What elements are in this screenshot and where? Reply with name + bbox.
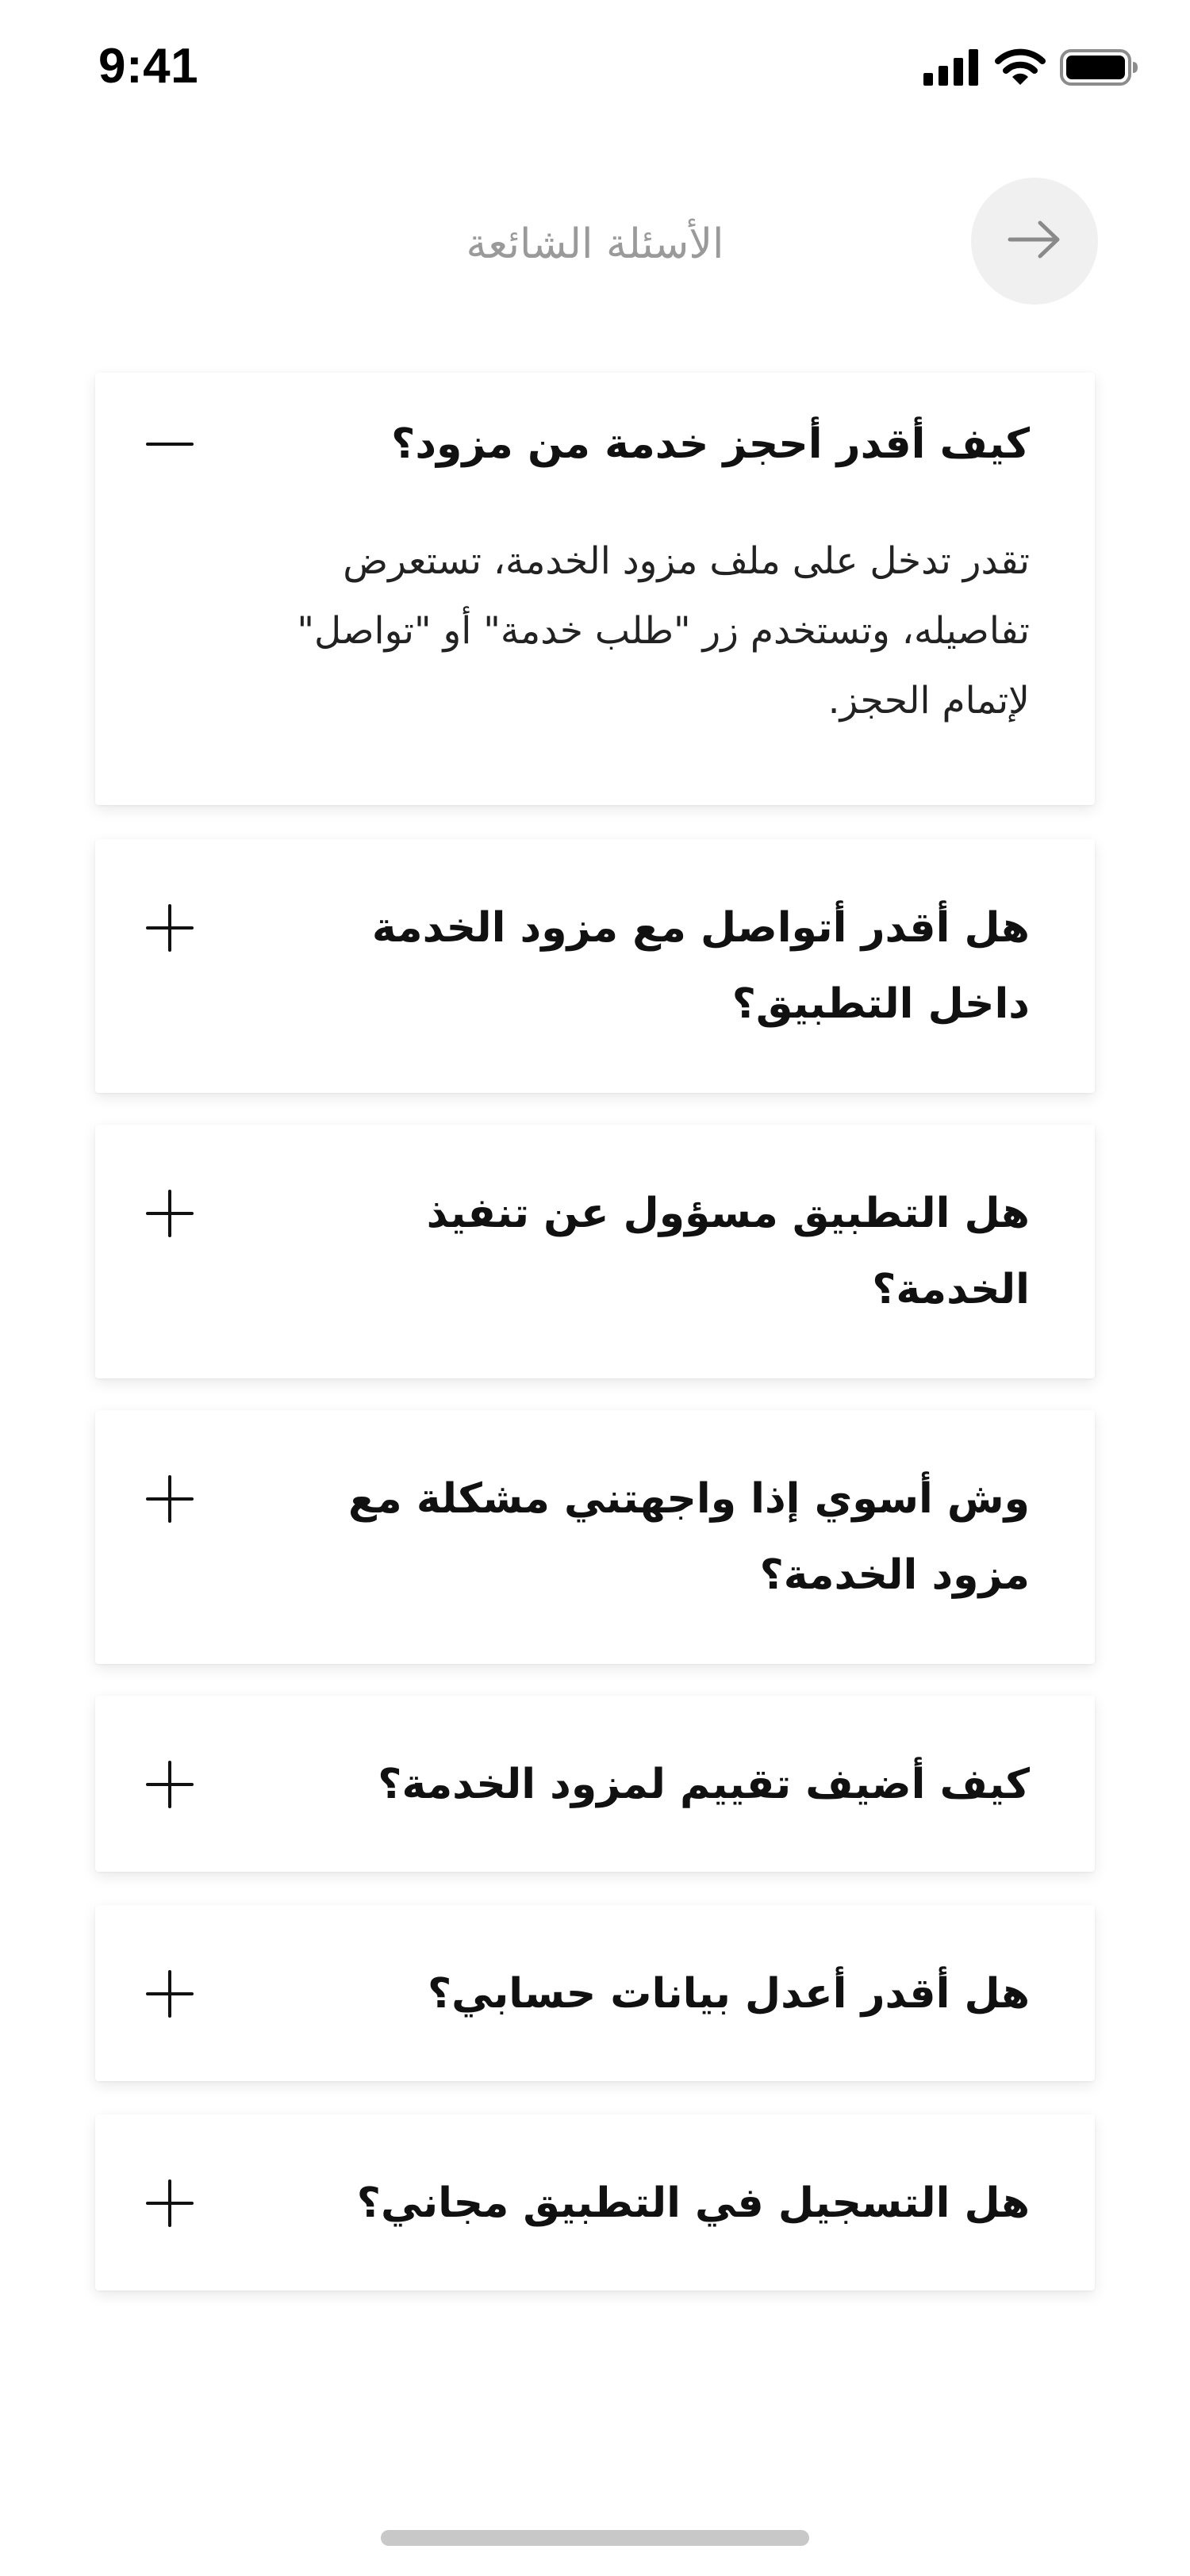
minus-icon[interactable] [144,419,195,470]
faq-item[interactable] [95,1125,1095,1378]
home-indicator[interactable] [381,2530,809,2546]
faq-item[interactable] [95,373,1095,805]
faq-question: هل أقدر أعدل بيانات حسابي؟ [427,1970,1030,2018]
faq-question: هل التسجيل في التطبيق مجاني؟ [356,2179,1030,2227]
arrow-right-icon [1007,220,1062,263]
cellular-signal-icon [923,49,981,89]
faq-question: هل أقدر أتواصل مع مزود الخدمة داخل التطبيق؟ [371,904,1030,1028]
faq-question: كيف أقدر أحجز خدمة من مزود؟ [391,420,1030,468]
faq-item[interactable] [95,1410,1095,1664]
plus-icon[interactable] [144,1188,195,1239]
faq-item[interactable] [95,839,1095,1093]
faq-answer: تقدر تدخل على ملف مزود الخدمة، تستعرض تفاصيله، وتستخدم زر "طلب خدمة" أو "تواصل" لإتمام الحجز. [297,539,1030,723]
plus-icon[interactable] [144,2178,195,2229]
status-bar [0,0,1190,135]
status-icons [923,48,1139,90]
plus-icon[interactable] [144,903,195,953]
plus-icon[interactable] [144,1474,195,1524]
back-button[interactable] [971,178,1098,305]
plus-icon[interactable] [144,1759,195,1810]
page-title: الأسئلة الشائعة [466,220,724,268]
faq-item[interactable] [95,1905,1095,2081]
header [0,174,1190,309]
faq-question: كيف أضيف تقييم لمزود الخدمة؟ [378,1761,1030,1808]
faq-item[interactable] [95,1696,1095,1872]
plus-icon[interactable] [144,1968,195,2019]
faq-question: هل التطبيق مسؤول عن تنفيذ الخدمة؟ [426,1190,1030,1313]
battery-icon [1060,48,1139,90]
faq-item[interactable] [95,2114,1095,2290]
status-time: 9:41 [98,39,199,94]
wifi-icon [995,48,1046,90]
faq-question: وش أسوي إذا واجهتني مشكلة مع مزود الخدمة؟ [348,1475,1030,1599]
